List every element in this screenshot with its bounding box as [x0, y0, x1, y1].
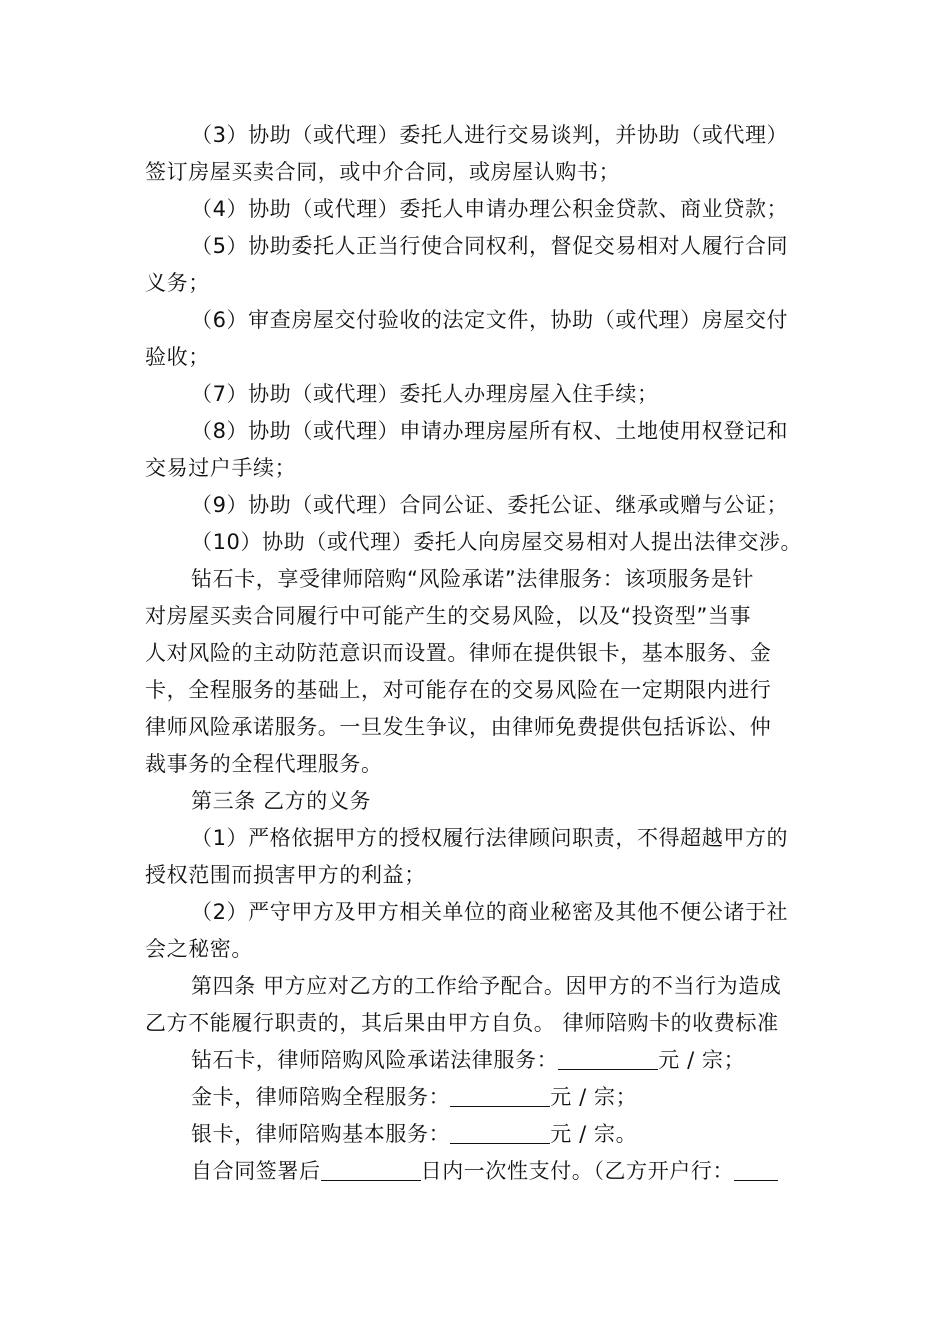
paragraph-line: 钻石卡，享受律师陪购“风险承诺”法律服务：该项服务是针	[191, 567, 754, 591]
paragraph-line: （10）协助（或代理）委托人向房屋交易相对人提出法律交涉。	[191, 530, 803, 554]
paragraph-line: 会之秘密。	[145, 937, 253, 961]
paragraph-line: 交易过户手续；	[145, 456, 297, 480]
paragraph-line: 签订房屋买卖合同，或中介合同，或房屋认购书；	[145, 160, 621, 184]
paragraph-line: （9）协助（或代理）合同公证、委托公证、继承或赠与公证；	[191, 493, 789, 517]
document-body	[145, 117, 810, 1190]
fill-in-blank[interactable]	[321, 1158, 421, 1181]
fee-unit: 元 / 宗。	[550, 1122, 638, 1146]
fill-in-blank[interactable]	[734, 1158, 778, 1181]
paragraph-line: （2）严守甲方及甲方相关单位的商业秘密及其他不便公诸于社	[191, 900, 789, 924]
fill-in-blank[interactable]	[450, 1084, 550, 1107]
fee-line-silver	[145, 1116, 810, 1153]
paragraph-line: 乙方不能履行职责的，其后果由甲方自负。 律师陪购卡的收费标准	[145, 1011, 779, 1035]
paragraph-line: 卡，全程服务的基础上，对可能存在的交易风险在一定期限内进行	[145, 678, 772, 702]
paragraph-line: 对房屋买卖合同履行中可能产生的交易风险，以及“投资型”当事	[145, 604, 752, 628]
fill-in-blank[interactable]	[558, 1047, 658, 1070]
paragraph-line: 裁事务的全程代理服务。	[145, 752, 383, 776]
fee-label: 银卡，律师陪购基本服务：	[191, 1122, 451, 1146]
paragraph-line: （1）严格依据甲方的授权履行法律顾问职责，不得超越甲方的	[191, 826, 789, 850]
paragraph-line: 人对风险的主动防范意识而设置。律师在提供银卡，基本服务、金	[145, 641, 772, 665]
paragraph-line: 义务；	[145, 271, 210, 295]
fee-line-diamond	[145, 1042, 810, 1079]
fee-unit: 元 / 宗；	[550, 1085, 638, 1109]
paragraph-line: （4）协助（或代理）委托人申请办理公积金贷款、商业贷款；	[191, 197, 789, 221]
payment-label: 自合同签署后	[191, 1159, 321, 1183]
paragraph-line: （6）审查房屋交付验收的法定文件，协助（或代理）房屋交付	[191, 308, 789, 332]
fee-label: 金卡，律师陪购全程服务：	[191, 1085, 451, 1109]
fill-in-blank[interactable]	[450, 1121, 550, 1144]
paragraph-line: （8）协助（或代理）申请办理房屋所有权、土地使用权登记和	[191, 419, 789, 443]
payment-line	[145, 1153, 810, 1190]
paragraph-line: 验收；	[145, 345, 210, 369]
payment-text: 日内一次性支付。（乙方开户行：	[420, 1159, 735, 1183]
fee-line-gold	[145, 1079, 810, 1116]
fee-label: 钻石卡，律师陪购风险承诺法律服务：	[191, 1048, 559, 1072]
paragraph-line: （7）协助（或代理）委托人办理房屋入住手续；	[191, 382, 659, 406]
paragraph-line: （3）协助（或代理）委托人进行交易谈判，并协助（或代理）	[191, 123, 789, 147]
paragraph-line: 授权范围而损害甲方的利益；	[145, 863, 426, 887]
paragraph-line: 第四条 甲方应对乙方的工作给予配合。因甲方的不当行为造成	[191, 974, 782, 998]
section-heading: 第三条 乙方的义务	[191, 789, 372, 813]
paragraph-line: 律师风险承诺服务。一旦发生争议，由律师免费提供包括诉讼、仲	[145, 715, 772, 739]
paragraph-line: （5）协助委托人正当行使合同权利，督促交易相对人履行合同	[191, 234, 789, 258]
fee-unit: 元 / 宗；	[658, 1048, 746, 1072]
